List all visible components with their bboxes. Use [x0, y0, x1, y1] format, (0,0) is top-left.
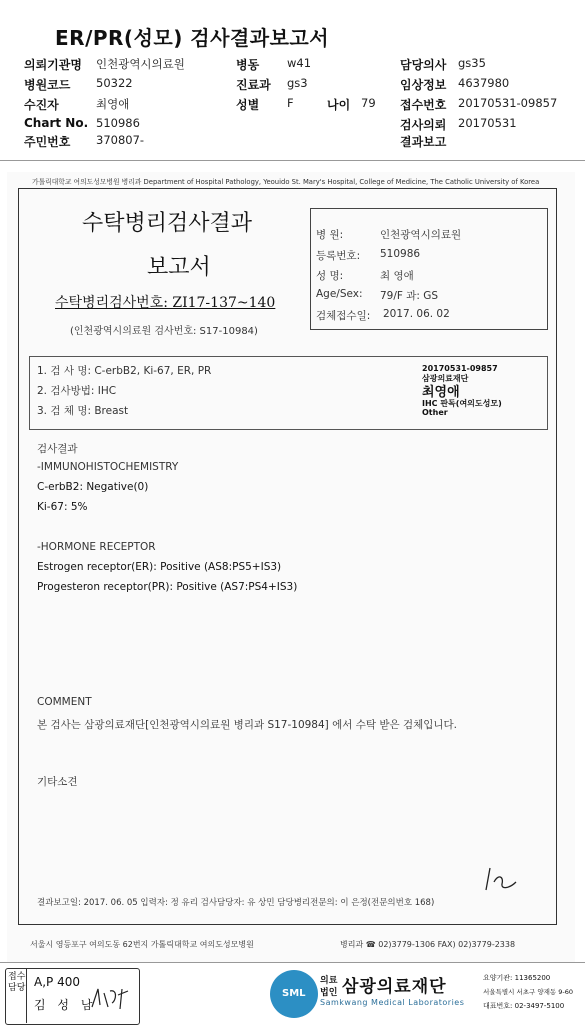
age-value: 79: [361, 96, 376, 110]
patient-value: 최영애: [96, 97, 130, 111]
result-ki67: Ki-67: 5%: [37, 501, 88, 513]
header-divider: [0, 160, 585, 161]
report-heading-line1: 수탁병리검사결과: [82, 211, 253, 236]
comment-text: 본 검사는 삼광의료재단[인천광역시의료원 병리과 S17-10984] 에서 수탁 받은 검체입니다.: [37, 719, 458, 731]
institution-value: 인천광역시의료원: [96, 57, 185, 71]
brand-english: Samkwang Medical Laboratories: [320, 998, 465, 1007]
brand-registration: 요양기관: 11365200: [483, 974, 551, 982]
institution-label: 의뢰기관명: [24, 58, 82, 72]
receipt-no-value: 20170531-09857: [458, 96, 558, 110]
sticker-receipt-no: 20170531-09857: [422, 364, 498, 373]
patient-regno-label: 등록번호:: [316, 250, 361, 262]
doctor-label: 담당의사: [400, 58, 447, 72]
patient-regno-value: 510986: [380, 248, 421, 260]
department-label: 진료과: [236, 78, 271, 92]
brand-prefix-1: 의료: [320, 976, 338, 986]
results-label: 검사결과: [37, 443, 78, 455]
patient-received-label: 검체접수일:: [316, 310, 371, 322]
hospital-code-label: 병원코드: [24, 78, 71, 92]
patient-hospital-value: 인천광역시의료원: [380, 229, 462, 241]
chart-no-label: Chart No.: [24, 116, 89, 130]
request-date-label: 검사의뢰: [400, 118, 447, 132]
sex-value: F: [287, 96, 294, 110]
brand-address: 서울특별시 서초구 양재동 9-60: [483, 988, 574, 996]
stamp-code: A,P 400: [34, 975, 80, 989]
report-title: ER/PR(성모) 검사결과보고서: [55, 26, 330, 50]
hospital-code-value: 50322: [96, 76, 133, 90]
stamp-signature: [88, 985, 132, 1013]
patient-label: 수진자: [24, 98, 59, 112]
brand-phone: 대표번호: 02-3497-5100: [483, 1002, 565, 1010]
hormone-header: -HORMONE RECEPTOR: [37, 541, 156, 553]
result-er: Estrogen receptor(ER): Positive (AS8:PS5+IS3): [37, 561, 282, 573]
request-date-value: 20170531: [458, 116, 517, 130]
sticker-patient-name: 최영애: [422, 385, 460, 400]
exam-name: 1. 검 사 명: C-erbB2, Ki-67, ER, PR: [37, 365, 212, 377]
department-value: gs3: [287, 76, 308, 90]
doctor-value: gs35: [458, 56, 486, 70]
patient-name-value: 최 영애: [380, 270, 414, 282]
patient-agesex-value: 79/F 과: GS: [380, 290, 439, 302]
ward-value: w41: [287, 56, 312, 70]
sml-logo-text: SML: [282, 988, 306, 999]
patient-hospital-label: 병 원:: [316, 229, 344, 241]
stamp-divider: [26, 968, 27, 1023]
pathology-number: 수탁병리검사번호: ZI17-137~140: [55, 295, 276, 311]
sticker-test: IHC 판독(여의도성모): [422, 399, 502, 408]
bottom-divider: [0, 962, 585, 963]
report-heading-line2: 보고서: [147, 255, 211, 280]
reference-number: (인천광역시의료원 검사번호: S17-10984): [70, 326, 258, 337]
report-affiliation: 가톨릭대학교 여의도성모병원 병리과 Department of Hospital Pathology, Yeouido St. Mary's Hospital, College of Medicine, The Catholic University of Korea: [32, 178, 540, 186]
etc-label: 기타소견: [37, 776, 78, 788]
ihc-header: -IMMUNOHISTOCHEMISTRY: [37, 461, 179, 473]
clinical-info-value: 4637980: [458, 76, 510, 90]
chart-no-value: 510986: [96, 116, 140, 130]
patient-agesex-label: Age/Sex:: [316, 288, 363, 300]
ward-label: 병동: [236, 58, 260, 72]
specimen: 3. 검 체 명: Breast: [37, 405, 129, 417]
sex-label: 성별: [236, 98, 260, 112]
comment-label: COMMENT: [37, 696, 92, 708]
stamp-side-label: 접수담당: [8, 972, 26, 993]
pathology-contact: 병리과 ☎ 02)3779-1306 FAX) 02)3779-2338: [340, 940, 516, 949]
report-signoff-line: 결과보고일: 2017. 06. 05 입력자: 정 유리 검사담당자: 유 상민 담당병리전문의: 이 은정(전문의번호 168): [37, 898, 435, 908]
sticker-lab-name: 삼광의료재단: [422, 374, 469, 383]
patient-name-label: 성 명:: [316, 270, 344, 282]
age-label: 나이: [327, 98, 351, 112]
result-pr: Progesteron receptor(PR): Positive (AS7:PS4+IS3): [37, 581, 298, 593]
hospital-address: 서울시 영등포구 여의도동 62번지 가톨릭대학교 여의도성모병원: [30, 940, 254, 949]
patient-received-value: 2017. 06. 02: [383, 308, 450, 320]
resident-no-value: 370807-: [96, 133, 145, 147]
resident-no-label: 주민번호: [24, 135, 71, 149]
result-report-label: 결과보고: [400, 135, 447, 149]
clinical-info-label: 임상정보: [400, 78, 447, 92]
brand-name: 삼광의료재단: [342, 977, 447, 997]
sticker-other: Other: [422, 408, 448, 417]
stamp-name: 김 성 남: [34, 998, 97, 1012]
exam-method: 2. 검사방법: IHC: [37, 385, 117, 397]
receipt-no-label: 접수번호: [400, 98, 447, 112]
result-cerbb2: C-erbB2: Negative(0): [37, 481, 149, 493]
pathologist-signature: [478, 860, 528, 898]
brand-prefix-2: 법인: [320, 988, 338, 998]
